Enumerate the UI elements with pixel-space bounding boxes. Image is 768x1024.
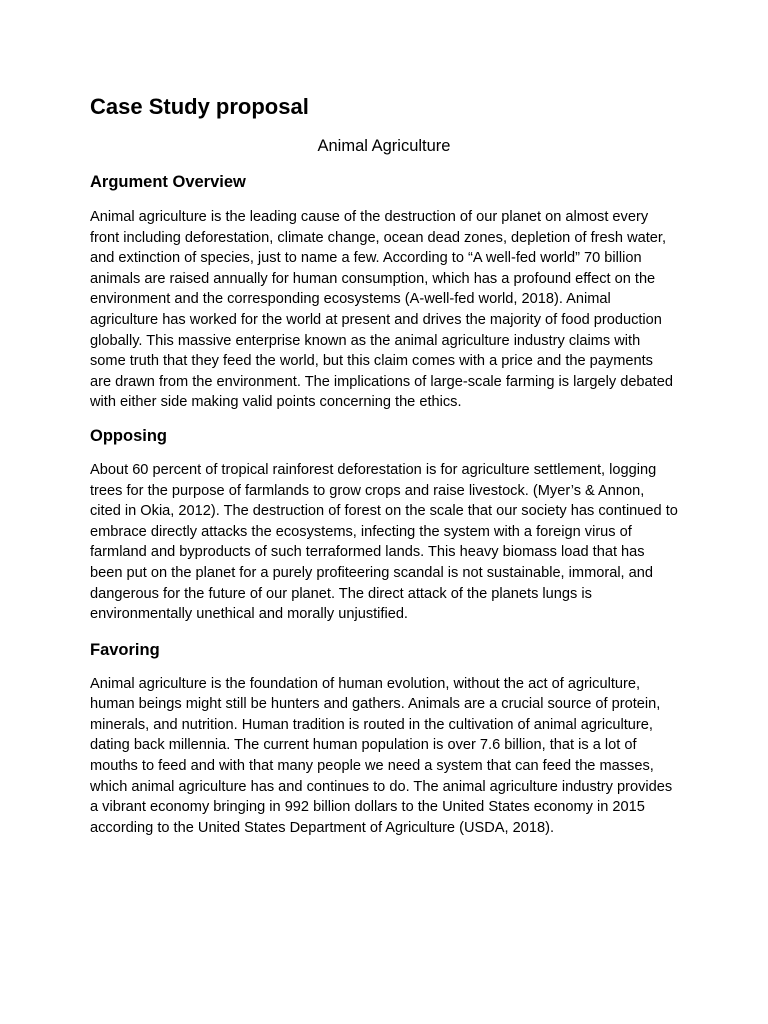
document-title: Case Study proposal <box>90 94 309 119</box>
section-body-favoring: Animal agriculture is the foundation of human evolution, without the act of agriculture, human beings might still be hunters and gathers. Animals are a crucial source of protein, minerals, and nutrition. Human tradition is routed in the cultivation of animal agriculture, dating back millennia. The current human population is over 7.6 billion, that is a lot of mouths to feed and with that many people we need a system that can feed the masses, which animal agriculture has and continues to do. The animal agriculture industry provides a vibrant economy bringing in 992 billion dollars to the United States economy in 2015 according to the United States Department of Agriculture (USDA, 2018). <box>90 675 673 836</box>
section-heading-argument-overview: Argument Overview <box>90 173 246 191</box>
section-heading-favoring: Favoring <box>90 640 160 659</box>
document-subtitle: Animal Agriculture <box>317 137 451 155</box>
section-heading-opposing: Opposing <box>90 426 167 445</box>
section-body-opposing: About 60 percent of tropical rainforest deforestation is for agriculture settlement, logging trees for the purpose of farmlands to grow crops and raise livestock. (Myer’s & Annon, cited in Okia, 2012). The destruction of forest on the scale that our society has continued to embrace directly attacks the ecosystems, infecting the system with a foreign virus of farmland and byproducts of such terraformed lands. This heavy biomass load that has been put on the planet for a purely profiteering scandal is not sustainable, immoral, and dangerous for the future of our planet. The direct attack of the planets lungs is environmentally unethical and morally unjustified. <box>90 461 678 623</box>
document-page <box>90 93 678 838</box>
section-body-argument-overview: Animal agriculture is the leading cause of the destruction of our planet on almost every front including deforestation, climate change, ocean dead zones, depletion of fresh water, and extinction of species, just to name a few. According to “A well-fed world” 70 billion animals are raised annually for human consumption, which has a profound effect on the environment and the corresponding ecosystems (A-well-fed world, 2018). Animal agriculture has worked for the world at present and drives the majority of food production globally. This massive enterprise known as the animal agriculture industry claims with some truth that they feed the world, but this claim comes with a price and the payments are drawn from the environment. The implications of large-scale farming is largely debated with either side making valid points concerning the ethics. <box>90 209 673 411</box>
